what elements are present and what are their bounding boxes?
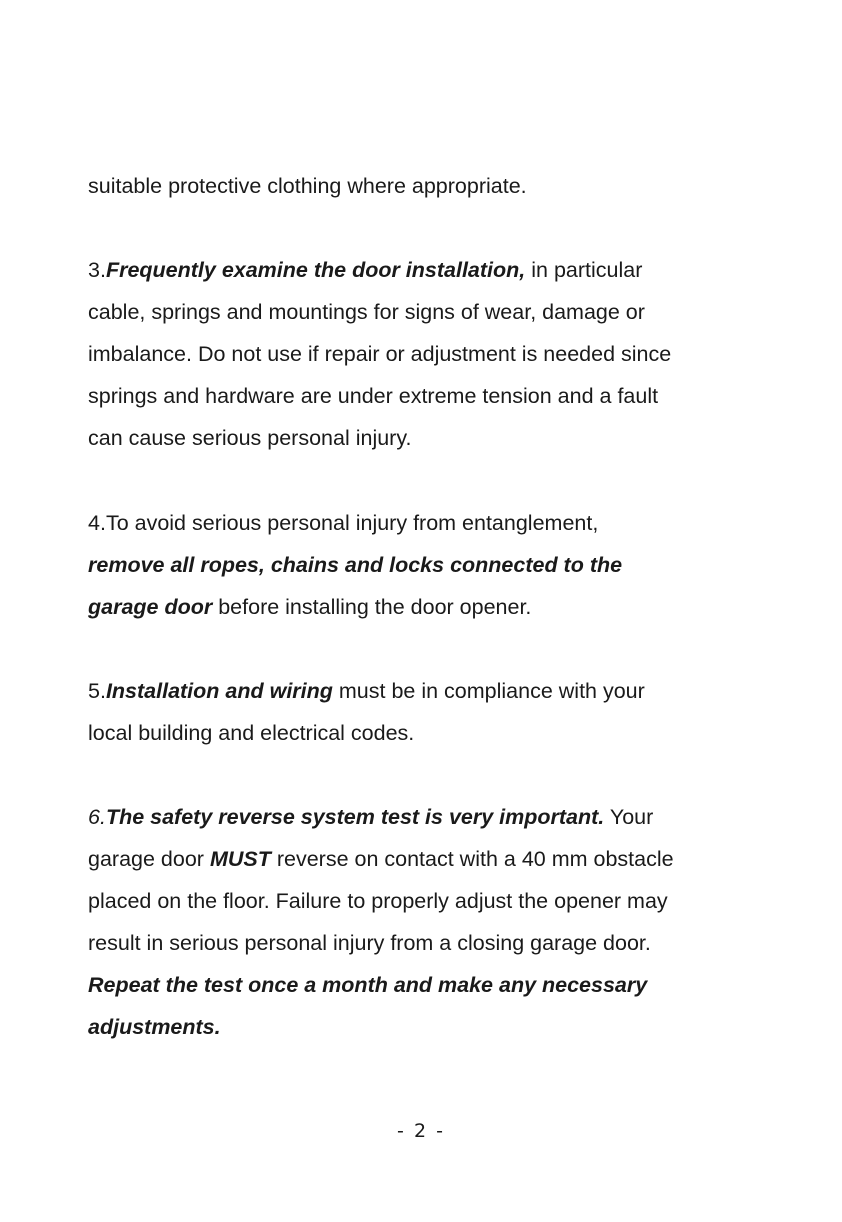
item-6-line-1 — [88, 796, 758, 838]
item-5-emphasis: Installation and wiring — [105, 679, 333, 703]
item-3-line-3: imbalance. Do not use if repair or adjustment is needed since — [88, 342, 672, 366]
intro-paragraph — [88, 165, 758, 207]
item-4-line-3 — [88, 586, 758, 628]
item-4-line-2: remove all ropes, chains and locks connected to the — [88, 553, 623, 577]
item-4-number: 4. — [88, 511, 106, 535]
item-6-line-6: adjustments. — [88, 1015, 221, 1039]
item-6-line-2 — [88, 838, 758, 880]
item-4-line-1-text: To avoid serious personal injury from entanglement, — [105, 511, 599, 535]
item-3-emphasis: Frequently examine the door installation, — [105, 258, 526, 282]
page-number: - 2 - — [397, 1120, 445, 1142]
item-5-line-1-rest: must be in compliance with your — [332, 679, 645, 703]
item-3-line-1-rest: in particular — [525, 258, 643, 282]
intro-line: suitable protective clothing where appropriate. — [88, 174, 527, 198]
item-4-line-3-rest: before installing the door opener. — [212, 595, 532, 619]
item-3-line-4: springs and hardware are under extreme tension and a fault — [88, 384, 659, 408]
safety-item-6 — [88, 796, 758, 1048]
safety-item-5 — [88, 670, 758, 754]
item-6-line-2-emphasis: MUST — [209, 847, 271, 871]
item-3-line-1 — [88, 249, 758, 291]
item-6-number: 6. — [88, 805, 106, 829]
item-5-line-2: local building and electrical codes. — [88, 721, 415, 745]
item-3-number: 3. — [88, 258, 106, 282]
item-6-line-2-end: reverse on contact with a 40 mm obstacle — [270, 847, 674, 871]
item-6-line-5: Repeat the test once a month and make any necessary — [88, 973, 648, 997]
item-3-line-5: can cause serious personal injury. — [88, 426, 412, 450]
item-6-line-2-start: garage door — [88, 847, 210, 871]
item-4-line-3-emphasis: garage door — [88, 595, 213, 619]
item-4-line-1 — [88, 502, 758, 544]
safety-item-3 — [88, 249, 758, 459]
item-5-number: 5. — [88, 679, 106, 703]
item-6-line-1-rest: Your — [604, 805, 654, 829]
item-6-emphasis: The safety reverse system test is very important. — [105, 805, 605, 829]
item-6-line-4: result in serious personal injury from a closing garage door. — [88, 931, 651, 955]
item-5-line-1 — [88, 670, 758, 712]
item-3-line-2: cable, springs and mountings for signs of wear, damage or — [88, 300, 645, 324]
safety-item-4 — [88, 502, 758, 628]
item-6-line-3: placed on the floor. Failure to properly adjust the opener may — [88, 889, 668, 913]
